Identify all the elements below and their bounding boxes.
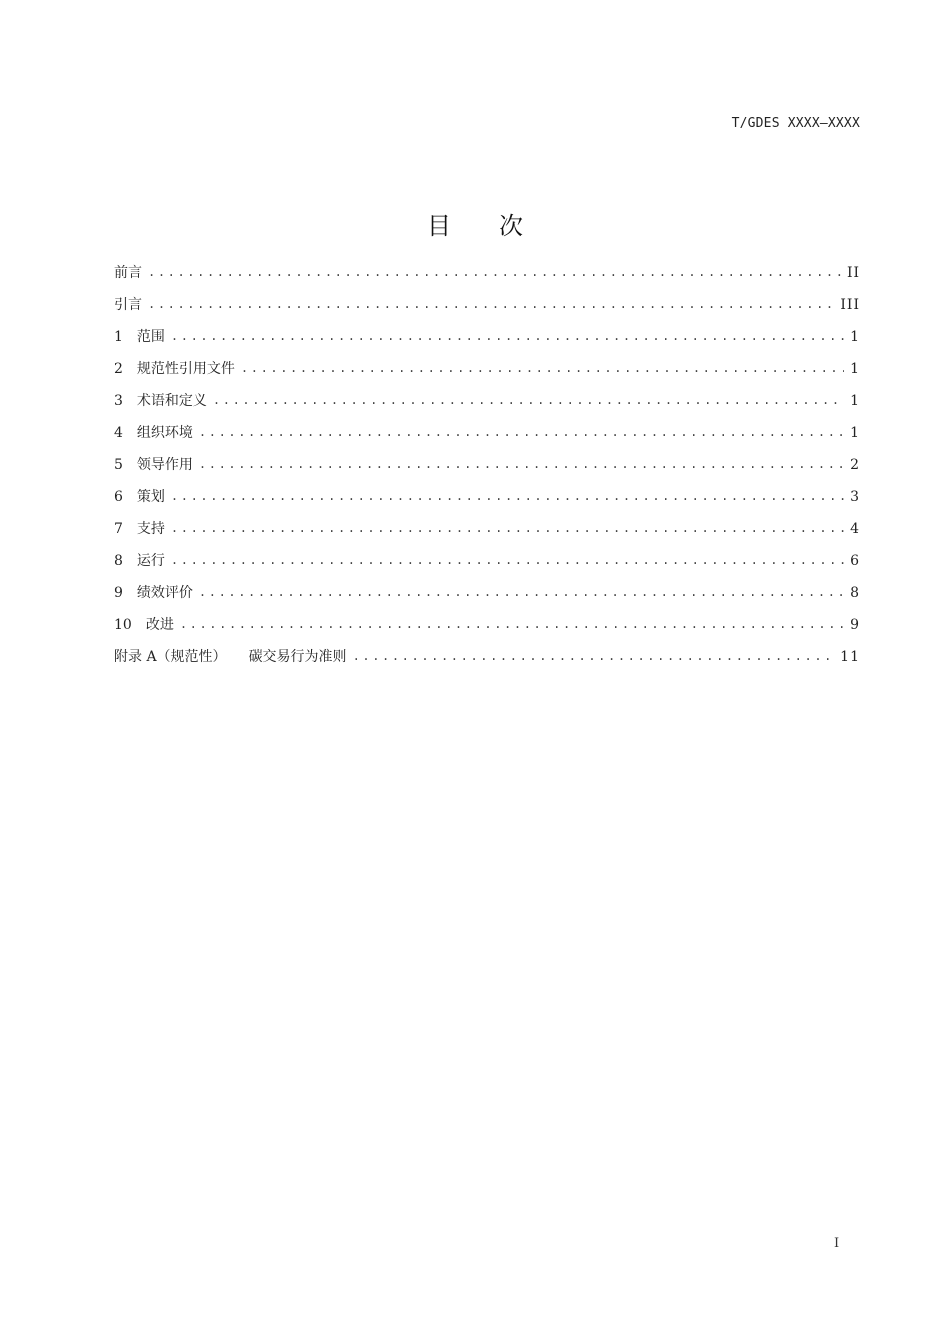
toc-label: 支持 <box>136 521 165 537</box>
toc-label: 运行 <box>136 553 165 569</box>
toc-label: 规范性引用文件 <box>136 361 235 377</box>
page-title: 目次 <box>427 212 571 241</box>
dot-leader <box>213 389 844 411</box>
toc-page-number: II <box>846 265 860 281</box>
toc-label: 改进 <box>145 617 174 633</box>
dot-leader <box>241 357 844 379</box>
toc-entry-leadership[interactable] <box>114 454 860 486</box>
dot-leader <box>171 485 844 507</box>
toc-page-number: 1 <box>850 425 860 441</box>
dot-leader <box>353 645 835 667</box>
toc-page-number: 3 <box>850 489 860 505</box>
toc-entry-operation[interactable] <box>114 550 860 582</box>
toc-entry-introduction[interactable] <box>114 294 860 326</box>
toc-label: 引言 <box>114 297 142 313</box>
dot-leader <box>171 517 844 539</box>
toc-section-number: 10 <box>114 617 132 633</box>
toc-section-number: 8 <box>114 553 123 569</box>
toc-entry-performance-evaluation[interactable] <box>114 582 860 614</box>
toc-page-number: 2 <box>850 457 860 473</box>
toc-page-number: 1 <box>850 329 860 345</box>
toc-page-number: 8 <box>850 585 860 601</box>
dot-leader <box>180 613 844 635</box>
toc-page-number: 9 <box>850 617 860 633</box>
toc-entry-terms-definitions[interactable] <box>114 390 860 422</box>
toc-label: 组织环境 <box>136 425 193 441</box>
toc-section-number: 7 <box>114 521 123 537</box>
toc-annex-title: 碳交易行为准则 <box>248 649 347 665</box>
page-number: I <box>834 1236 840 1251</box>
toc-label: 领导作用 <box>136 457 193 473</box>
toc-annex-label: 附录 A（规范性） <box>114 649 227 665</box>
toc-entry-normative-references[interactable] <box>114 358 860 390</box>
document-code: T/GDES XXXX—XXXX <box>731 116 860 131</box>
dot-leader <box>199 421 844 443</box>
toc-section-number: 6 <box>114 489 123 505</box>
toc-page-number: 1 <box>850 393 860 409</box>
dot-leader <box>171 325 844 347</box>
dot-leader <box>199 581 844 603</box>
toc-entry-scope[interactable] <box>114 326 860 358</box>
toc-section-number: 2 <box>114 361 123 377</box>
toc-label: 术语和定义 <box>136 393 207 409</box>
toc-section-number: 4 <box>114 425 123 441</box>
toc-section-number: 3 <box>114 393 123 409</box>
toc-page-number: 11 <box>840 649 860 665</box>
toc-label: 绩效评价 <box>136 585 193 601</box>
toc-entry-context[interactable] <box>114 422 860 454</box>
toc-page-number: 4 <box>850 521 860 537</box>
toc-entry-planning[interactable] <box>114 486 860 518</box>
toc-page-number: 1 <box>850 361 860 377</box>
dot-leader <box>148 261 841 283</box>
toc-entry-foreword[interactable] <box>114 262 860 294</box>
toc-page-number: 6 <box>850 553 860 569</box>
toc-section-number: 1 <box>114 329 123 345</box>
toc-page-number: III <box>840 297 860 313</box>
dot-leader <box>148 293 834 315</box>
toc-label: 策划 <box>136 489 165 505</box>
toc-section-number: 5 <box>114 457 123 473</box>
dot-leader <box>199 453 844 475</box>
toc-label: 范围 <box>136 329 165 345</box>
toc-entry-improvement[interactable] <box>114 614 860 646</box>
toc-entry-annex-a[interactable] <box>114 646 860 678</box>
table-of-contents <box>114 262 860 678</box>
toc-label: 前言 <box>114 265 142 281</box>
toc-section-number: 9 <box>114 585 123 601</box>
dot-leader <box>171 549 844 571</box>
toc-entry-support[interactable] <box>114 518 860 550</box>
